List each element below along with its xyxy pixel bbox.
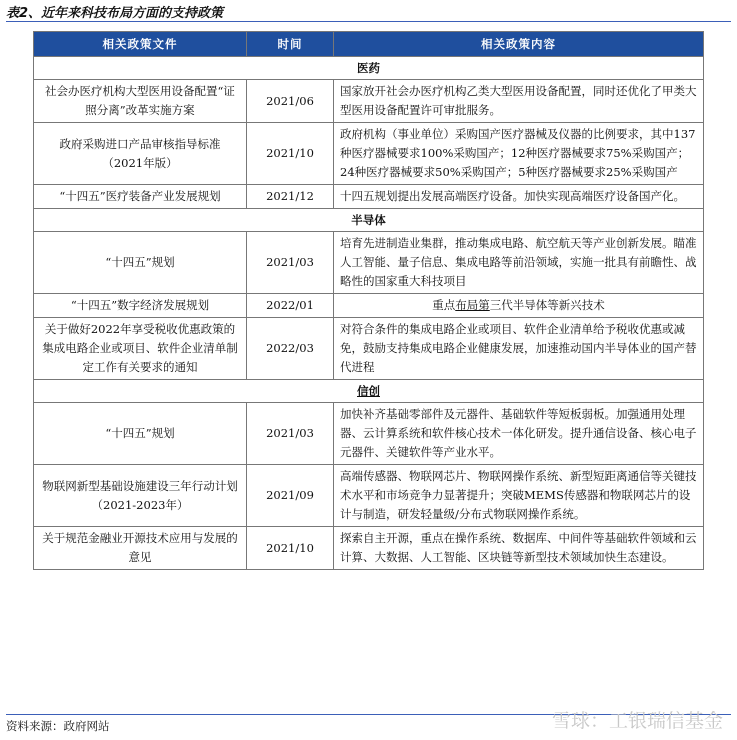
time-cell: 2021/12	[247, 185, 334, 209]
time-cell: 2021/03	[247, 232, 334, 294]
content-cell: 政府机构（事业单位）采购国产医疗器械及仪器的比例要求，其中137种医疗器械要求100%采购国产；12种医疗器械要求75%采购国产；24种医疗器械要求50%采购国产；5种医疗器械要求25%采购国产	[334, 123, 704, 185]
time-cell: 2021/03	[247, 403, 334, 465]
content-underlined-text: 布局第	[455, 298, 490, 312]
table-row	[34, 232, 704, 294]
doc-cell: 物联网新型基础设施建设三年行动计划（2021-2023年）	[34, 465, 247, 527]
section-label-pharma: 医药	[34, 57, 704, 80]
header-row	[34, 32, 704, 57]
time-cell: 2021/09	[247, 465, 334, 527]
doc-cell: “十四五”规划	[34, 403, 247, 465]
content-cell: 培育先进制造业集群，推动集成电路、航空航天等产业创新发展。瞄准人工智能、量子信息、集成电路等前沿领域，实施一批具有前瞻性、战略性的国家重大科技项目	[334, 232, 704, 294]
doc-cell: 政府采购进口产品审核指导标准（2021年版）	[34, 123, 247, 185]
title-divider	[6, 21, 731, 22]
col-header-content: 相关政策内容	[334, 32, 704, 57]
doc-cell: 关于做好2022年享受税收优惠政策的集成电路企业或项目、软件企业清单制定工作有关要求的通知	[34, 318, 247, 380]
table-row	[34, 527, 704, 570]
time-cell: 2021/10	[247, 123, 334, 185]
col-header-time: 时间	[247, 32, 334, 57]
col-header-doc: 相关政策文件	[34, 32, 247, 57]
time-cell: 2021/06	[247, 80, 334, 123]
section-label-xinchuang	[34, 380, 704, 403]
source-note: 资料来源：政府网站	[6, 719, 110, 733]
time-cell: 2022/01	[247, 294, 334, 318]
table-row	[34, 185, 704, 209]
doc-cell: 关于规范金融业开源技术应用与发展的意见	[34, 527, 247, 570]
section-row-pharma	[34, 57, 704, 80]
policy-table	[33, 31, 704, 570]
doc-cell: “十四五”数字经济发展规划	[34, 294, 247, 318]
content-cell	[334, 294, 704, 318]
table-row	[34, 294, 704, 318]
table-row	[34, 465, 704, 527]
doc-cell: 社会办医疗机构大型医用设备配置“证照分离”改革实施方案	[34, 80, 247, 123]
content-text: 三代半导体等新兴技术	[489, 298, 605, 312]
content-cell: 加快补齐基础零部件及元器件、基础软件等短板弱板。加强通用处理器、云计算系统和软件核心技术一体化研发。提升通信设备、核心电子元器件、关键软件等产业水平。	[334, 403, 704, 465]
content-cell: 对符合条件的集成电路企业或项目、软件企业清单给予税收优惠或减免，鼓励支持集成电路企业健康发展，加速推动国内半导体业的国产替代进程	[334, 318, 704, 380]
table-row	[34, 318, 704, 380]
table-row	[34, 403, 704, 465]
table-row	[34, 123, 704, 185]
table-title: 表2、近年来科技布局方面的支持政策	[6, 6, 224, 21]
section-label-text: 信创	[357, 383, 380, 398]
watermark: 雪球：工银瑞信基金	[551, 710, 723, 732]
time-cell: 2021/10	[247, 527, 334, 570]
content-cell: 十四五规划提出发展高端医疗设备。加快实现高端医疗设备国产化。	[334, 185, 704, 209]
content-text: 重点	[432, 298, 456, 312]
content-cell: 探索自主开源，重点在操作系统、数据库、中间件等基础软件领域和云计算、大数据、人工智能、区块链等新型技术领域加快生态建设。	[334, 527, 704, 570]
section-row-xinchuang	[34, 380, 704, 403]
content-cell: 国家放开社会办医疗机构乙类大型医用设备配置，同时还优化了甲类大型医用设备配置许可审批服务。	[334, 80, 704, 123]
content-cell: 高端传感器、物联网芯片、物联网操作系统、新型短距离通信等关键技术水平和市场竞争力显著提升；突破MEMS传感器和物联网芯片的设计与制造，研发轻量级/分布式物联网操作系统。	[334, 465, 704, 527]
doc-cell: “十四五”规划	[34, 232, 247, 294]
time-cell: 2022/03	[247, 318, 334, 380]
section-row-semiconductor	[34, 209, 704, 232]
section-label-semiconductor: 半导体	[34, 209, 704, 232]
doc-cell: “十四五”医疗装备产业发展规划	[34, 185, 247, 209]
table-row	[34, 80, 704, 123]
